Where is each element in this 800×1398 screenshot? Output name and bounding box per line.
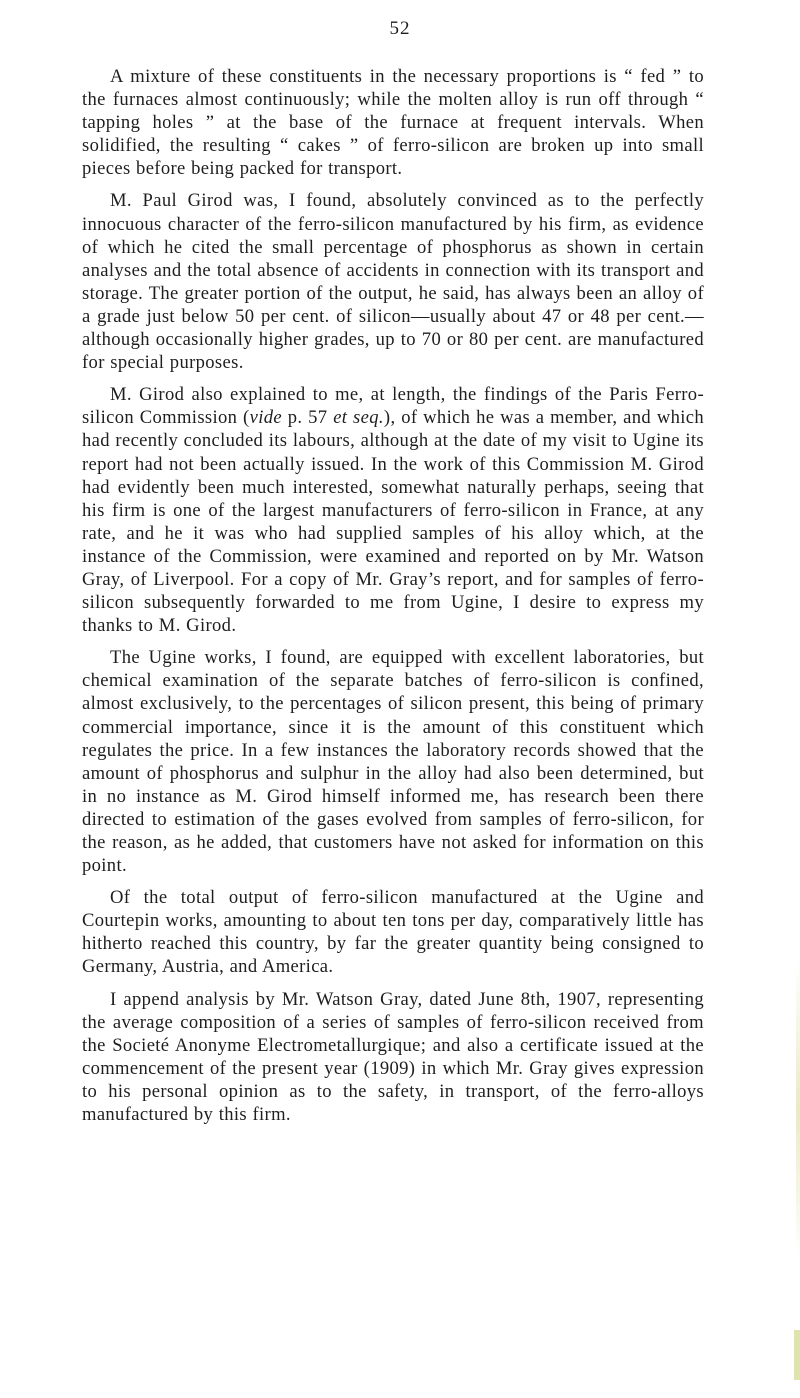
paragraph-3 xyxy=(82,383,704,637)
page-edge-shadow xyxy=(796,960,800,1260)
paragraph-3-italic-et-seq: et seq. xyxy=(333,407,384,429)
page-edge-tab xyxy=(794,1330,800,1380)
paragraph-3-part-2: p. 57 xyxy=(281,407,334,429)
paragraph-3-italic-vide: vide xyxy=(249,407,282,429)
paragraph-3-part-1: M. Girod also explained to me, at length, the findings of the Paris Ferro-silicon Commission ( xyxy=(82,384,704,429)
paragraph-6: I append analysis by Mr. Watson Gray, dated June 8th, 1907, representing the average composition of a series of samples of ferro-silicon received from the Societé Anonyme Electrometallurgique; and also a certificate issued at the commencement of the present year (1909) in which Mr. Gray gives expression to his personal opinion as to the safety, in transport, of the ferro-alloys manufactured by this firm. xyxy=(82,988,704,1126)
paragraph-4: The Ugine works, I found, are equipped with excellent laboratories, but chemical examination of the separate batches of ferro-silicon is confined, almost exclusively, to the percentages of silicon present, this being of primary commercial importance, since it is the amount of this constituent which regulates the price. In a few instances the laboratory records showed that the amount of phosphorus and sulphur in the alloy had also been determined, but in no instance as M. Girod himself informed me, has research been there directed to estimation of the gases evolved from samples of ferro-silicon, for the reason, as he added, that customers have not asked for information on this point. xyxy=(82,647,704,877)
paragraph-3-part-3: ), of which he was a member, and which had recently concluded its labours, although at the date of my visit to Ugine its report had not been actually issued. In the work of this Commission M. Girod had evidently been much interested, somewhat naturally perhaps, seeing that his firm is one of the largest manufacturers of ferro-silicon in France, at any rate, and he it was who had supplied samples of his alloy which, at the instance of the Commission, were examined and reported on by Mr. Watson Gray, of Liverpool. For a copy of Mr. Gray’s report, and for samples of ferro-silicon subsequently forwarded to me from Ugine, I desire to express my thanks to M. Girod. xyxy=(82,407,705,637)
paragraph-2: M. Paul Girod was, I found, absolutely convinced as to the perfectly innocuous character of the ferro-silicon manufactured by his firm, as evidence of which he cited the small percentage of phosphorus as shown in certain analyses and the total absence of accidents in connection with its transport and storage. The greater portion of the output, he said, has always been an alloy of a grade just below 50 per cent. of silicon—usually about 47 or 48 per cent.—although occasionally higher grades, up to 70 or 80 per cent. are manufactured for special purposes. xyxy=(82,190,704,374)
paragraph-5: Of the total output of ferro-silicon manufactured at the Ugine and Courtepin works, amounting to about ten tons per day, comparatively little has hitherto reached this country, by far the greater quantity being consigned to Germany, Austria, and America. xyxy=(82,887,704,978)
page-number: 52 xyxy=(389,18,411,39)
body-text xyxy=(82,65,704,1135)
paragraph-1: A mixture of these constituents in the necessary proportions is “ fed ” to the furnaces almost continuously; while the molten alloy is run off through “ tapping holes ” at the base of the furnace at frequent intervals. When solidified, the resulting “ cakes ” of ferro-silicon are broken up into small pieces before being packed for transport. xyxy=(82,66,704,180)
